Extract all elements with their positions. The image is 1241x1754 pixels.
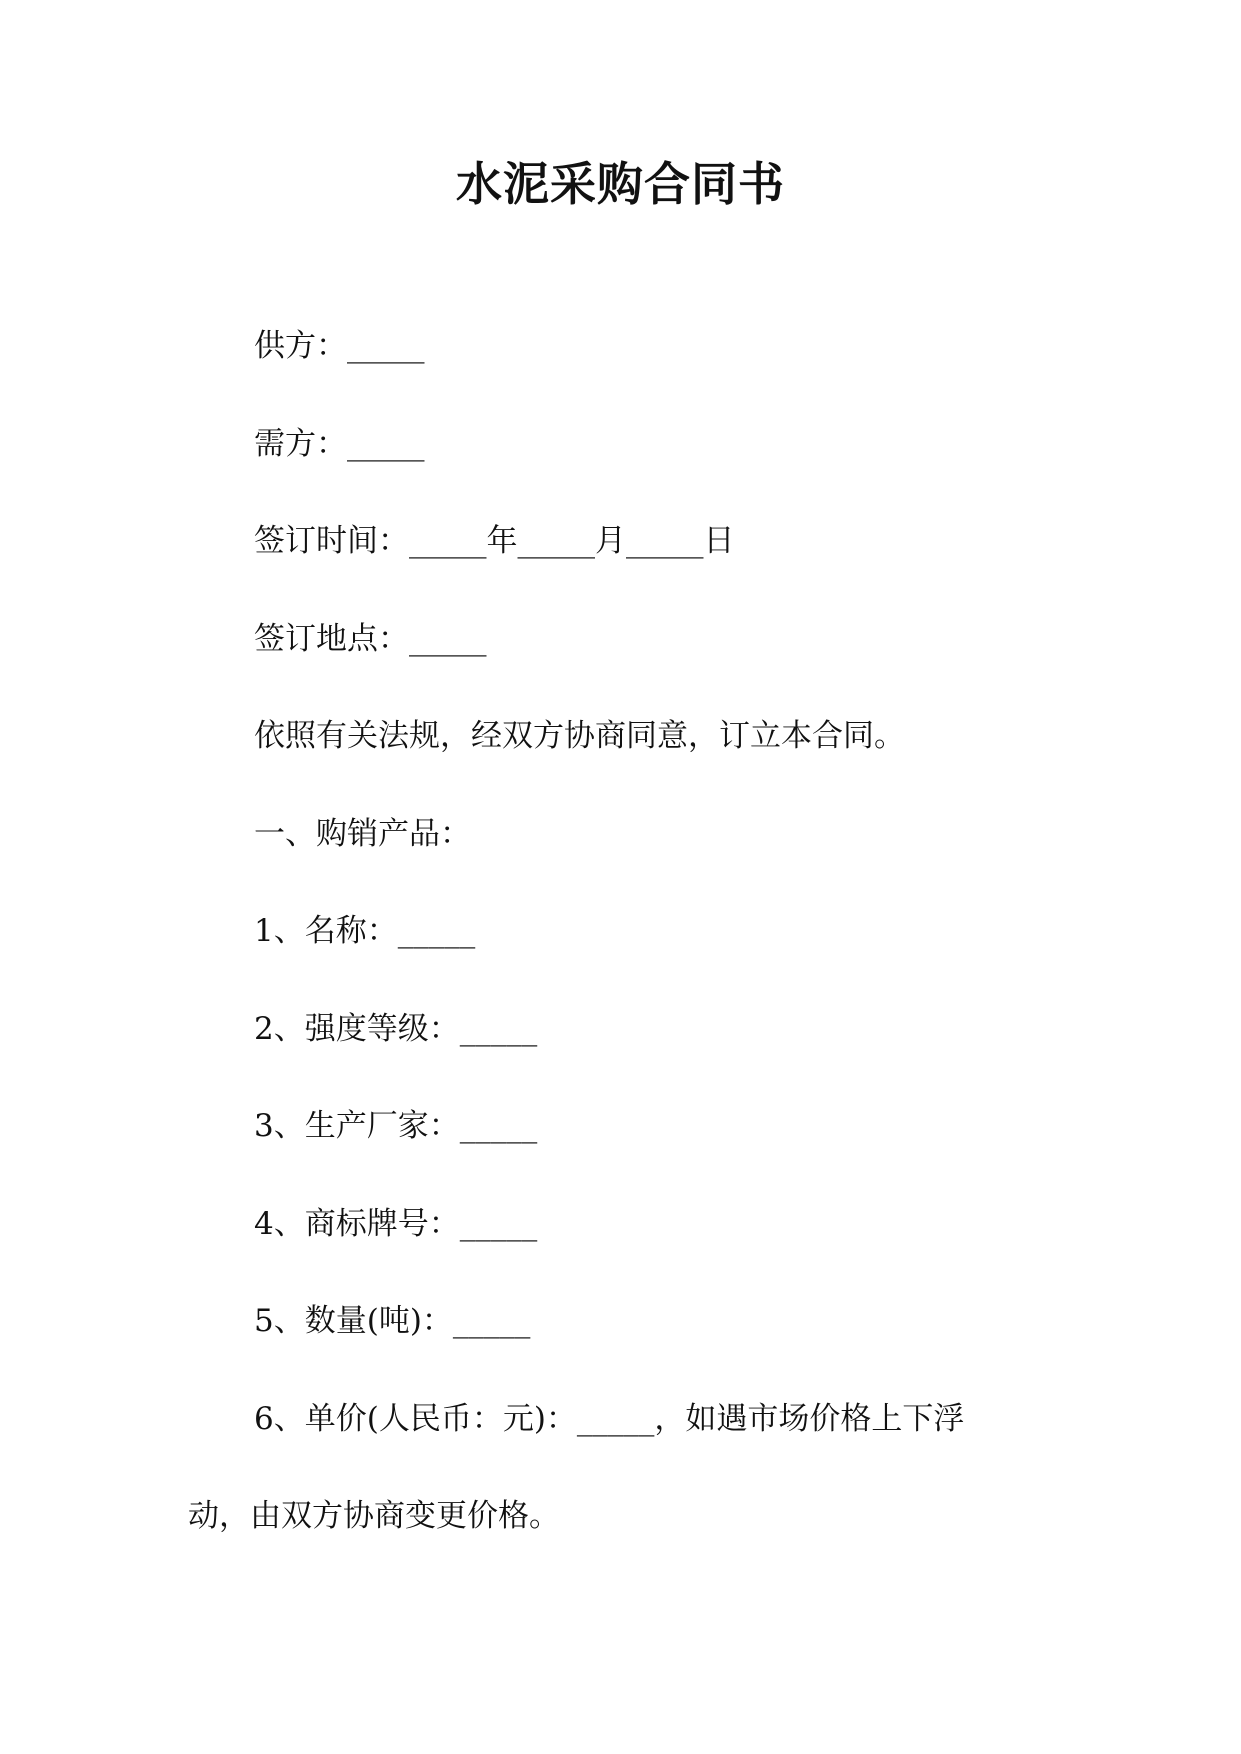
item-brand-line: 4、商标牌号：_____ xyxy=(254,1205,538,1242)
buyer-line: 需方：_____ xyxy=(254,425,425,462)
item-manufacturer-line: 3、生产厂家：_____ xyxy=(254,1108,538,1144)
item-unit-price-line: 6、单价(人民币：元)：_____，如遇市场价格上下浮 xyxy=(254,1400,965,1437)
document-title: 水泥采购合同书 xyxy=(456,157,785,211)
preamble-paragraph: 依照有关法规，经双方协商同意，订立本合同。 xyxy=(254,718,905,754)
item-quantity-line: 5、数量(吨)：_____ xyxy=(254,1303,531,1339)
supplier-line: 供方：_____ xyxy=(254,328,425,364)
item-strength-grade-line: 2、强度等级：_____ xyxy=(254,1010,538,1047)
document-body xyxy=(188,298,1028,1566)
signing-place-line: 签订地点：_____ xyxy=(254,620,487,657)
section-heading-products: 一、购销产品： xyxy=(254,815,471,852)
item-unit-price-continuation: 动，由双方协商变更价格。 xyxy=(188,1498,560,1534)
signing-date-line: 签订时间：_____年_____月_____日 xyxy=(254,523,735,559)
item-name-line: 1、名称：_____ xyxy=(254,913,476,949)
